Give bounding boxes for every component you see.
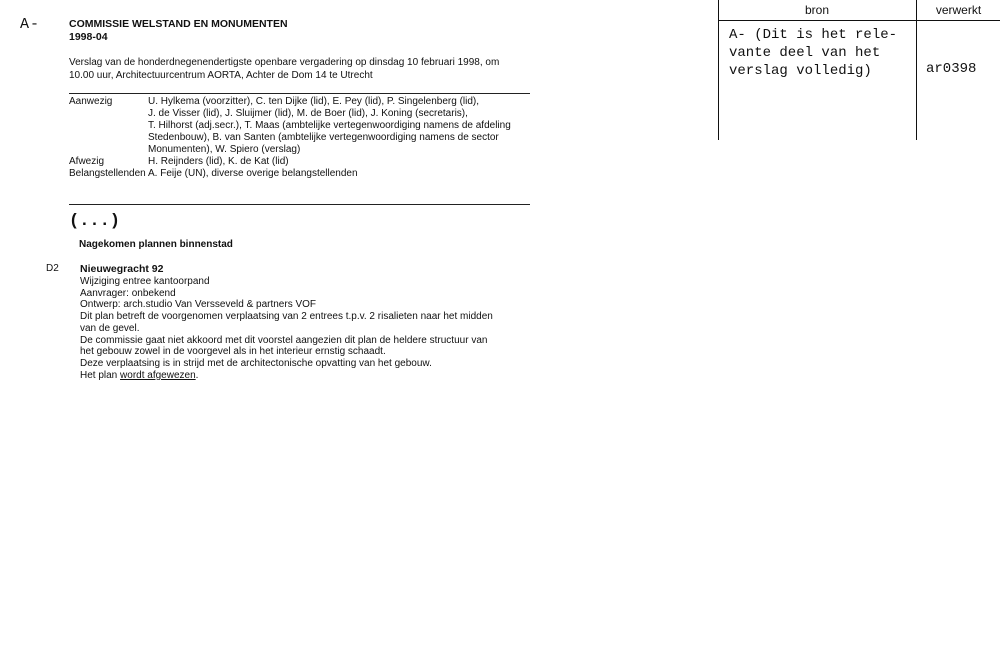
present-line: J. de Visser (lid), J. Sluijmer (lid), M. de Boer (lid), J. Koning (secretaris), — [148, 108, 468, 119]
meeting-intro — [69, 57, 529, 82]
intro-line: 10.00 uur, Architectuurcentrum AORTA, Achter de Dom 14 te Utrecht — [69, 69, 373, 81]
stamp-border-left — [718, 0, 719, 140]
item-line: Wijziging entree kantoorpand — [80, 276, 210, 287]
document-mark: A- — [20, 16, 41, 33]
present-line: U. Hylkema (voorzitter), C. ten Dijke (lid), E. Pey (lid), P. Singelenberg (lid), — [148, 96, 480, 107]
item-line: Dit plan betreft de voorgenomen verplaatsing van 2 entrees t.p.v. 2 risalieten naar het midden — [80, 311, 493, 323]
present-label: Aanwezig — [69, 96, 113, 107]
verdict-decision: wordt afgewezen — [120, 369, 196, 381]
item-body — [80, 276, 510, 381]
stamp-bron-header: bron — [804, 3, 830, 17]
document-title: COMMISSIE WELSTAND EN MONUMENTEN — [69, 18, 288, 30]
present-line: Monumenten), W. Spiero (verslag) — [148, 144, 301, 155]
stamp-header-divider — [718, 20, 1000, 21]
stamp-verwerkt-header: verwerkt — [935, 3, 982, 17]
item-line: Ontwerp: arch.studio Van Versseveld & partners VOF — [80, 299, 317, 311]
item-line: De commissie gaat niet akkoord met dit voorstel aangezien dit plan de heldere structuur van — [80, 334, 488, 346]
item-verdict — [80, 370, 510, 382]
stamp-verwerkt-text: ar0398 — [926, 61, 977, 77]
section-title: Nagekomen plannen binnenstad — [79, 239, 233, 250]
item-line: Aanvrager: onbekend — [80, 287, 176, 299]
item-line: Deze verplaatsing is in strijd met de architectonische opvatting van het gebouw. — [80, 357, 432, 369]
intro-line: Verslag van de honderdnegenendertigste openbare vergadering op dinsdag 10 februari 1998, om — [69, 57, 500, 68]
verdict-suffix: . — [195, 369, 199, 381]
document-title-block — [69, 18, 288, 44]
absent-label: Afwezig — [69, 156, 105, 167]
stamp-column-divider — [916, 0, 917, 140]
stakeholders-label: Belangstellenden — [69, 168, 146, 179]
item-line: van de gevel. — [80, 322, 140, 334]
divider-top — [69, 93, 530, 94]
present-list — [148, 96, 528, 156]
omission-ellipsis: (...) — [69, 212, 121, 231]
item-code: D2 — [46, 263, 59, 274]
archive-stamp — [718, 0, 1000, 140]
present-line: T. Hilhorst (adj.secr.), T. Maas (ambtelijke vertegenwoordiging namens de afdeling — [148, 120, 511, 131]
item-title: Nieuwegracht 92 — [80, 263, 164, 275]
absent-list: H. Reijnders (lid), K. de Kat (lid) — [148, 156, 289, 167]
verdict-prefix: Het plan — [80, 369, 121, 381]
divider-bottom — [69, 204, 530, 205]
stakeholders-list: A. Feije (UN), diverse overige belangstellenden — [148, 168, 358, 179]
stamp-bron-text: A- (Dit is het rele- vante deel van het verslag volledig) — [729, 27, 898, 79]
item-line: het gebouw zowel in de voorgevel als in het interieur ernstig schaadt. — [80, 346, 386, 358]
present-line: Stedenbouw), B. van Santen (ambtelijke vertegenwoordiging namens de sector — [148, 132, 499, 143]
document-year: 1998-04 — [69, 31, 108, 43]
